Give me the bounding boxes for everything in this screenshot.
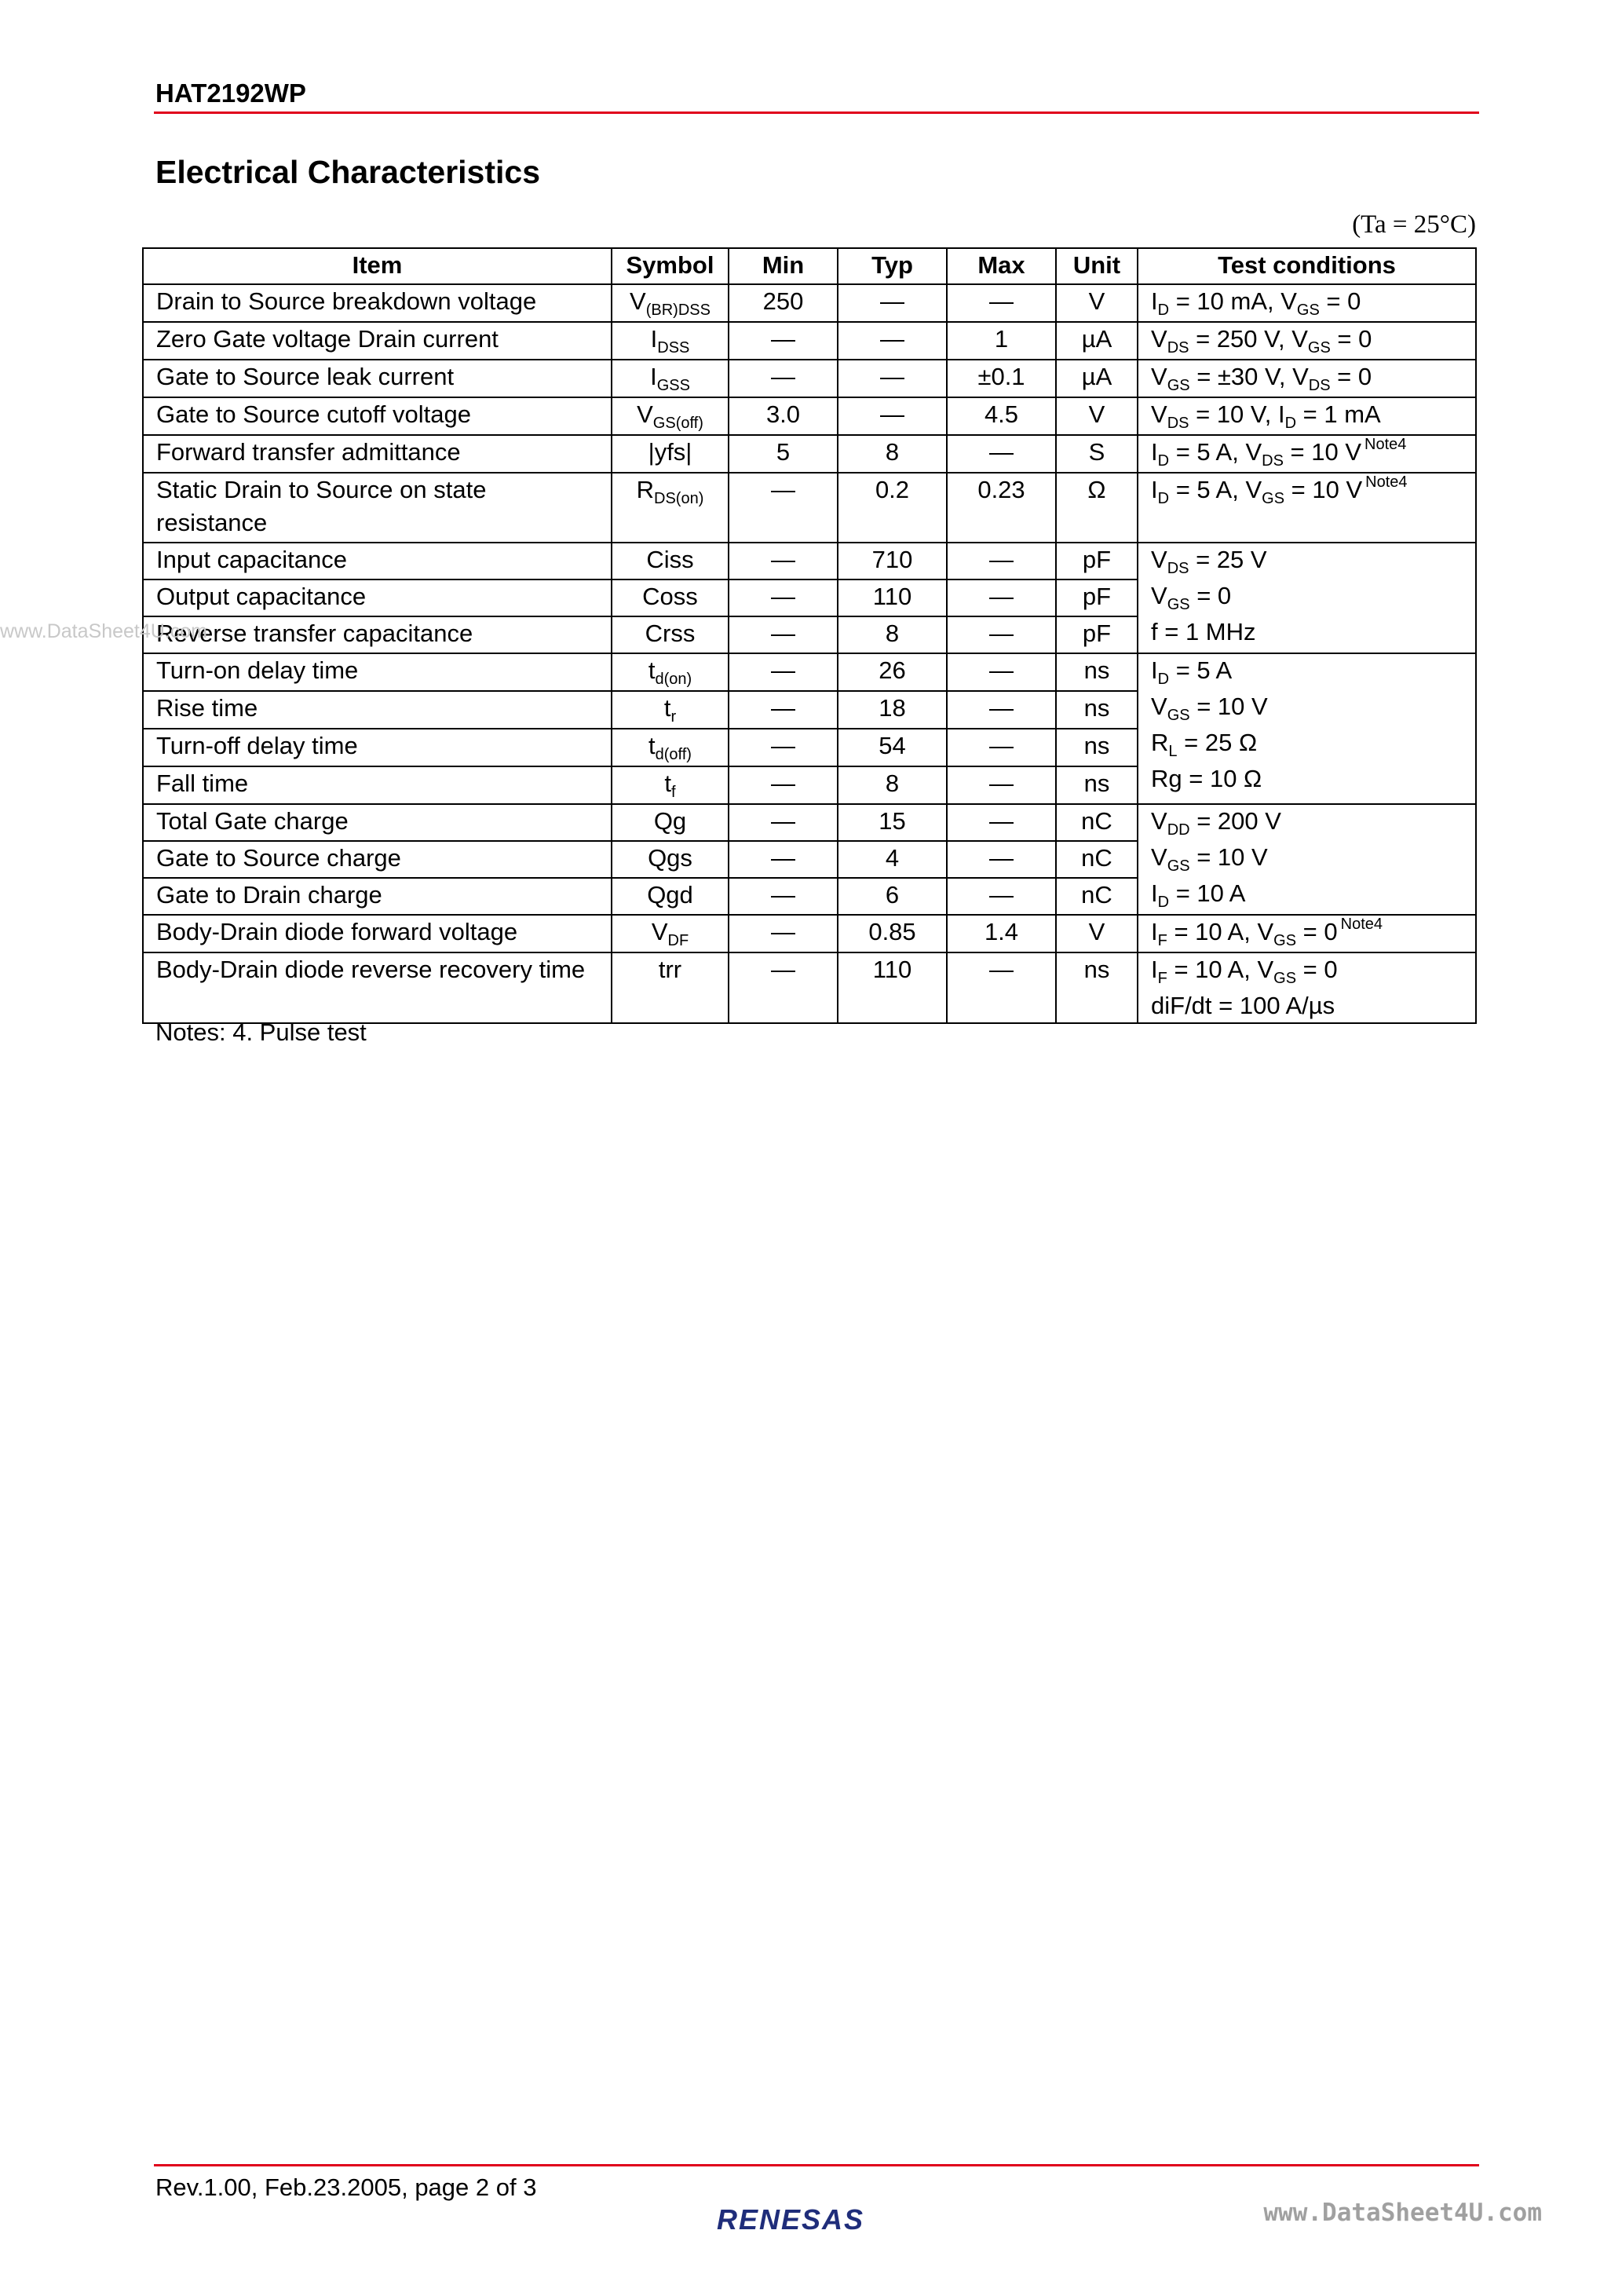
symbol-cell: Crss bbox=[612, 616, 729, 653]
unit-cell: ns bbox=[1056, 729, 1138, 766]
condition-cell: $V_{DS} = 250$ V, $V_{GS} = 0$ bbox=[1138, 322, 1476, 360]
symbol-cell: $V_{(BR)DSS}$ bbox=[612, 284, 729, 322]
footer-rule bbox=[154, 2164, 1479, 2166]
item-cell: Turn-on delay time bbox=[143, 653, 612, 691]
typ-cell: 15 bbox=[838, 804, 947, 841]
symbol-cell: $I_{DSS}$ bbox=[612, 322, 729, 360]
typ-cell: 26 bbox=[838, 653, 947, 691]
unit-cell: nC bbox=[1056, 841, 1138, 878]
unit-cell: V bbox=[1056, 915, 1138, 952]
min-cell: — bbox=[729, 653, 838, 691]
condition-cell: $V_{DS} = 10$ V, $I_D = 1$ mA bbox=[1138, 397, 1476, 435]
unit-cell: pF bbox=[1056, 579, 1138, 616]
typ-cell: — bbox=[838, 397, 947, 435]
symbol-cell: Ciss bbox=[612, 543, 729, 579]
min-cell: — bbox=[729, 878, 838, 915]
symbol-cell: $R_{DS(on)}$ bbox=[612, 473, 729, 543]
symbol-cell: Qgd bbox=[612, 878, 729, 915]
condition-cell: $V_{GS} = \pm 30$ V, $V_{DS} = 0$ bbox=[1138, 360, 1476, 397]
min-cell: — bbox=[729, 616, 838, 653]
max-cell: — bbox=[947, 841, 1056, 878]
section-title: Electrical Characteristics bbox=[155, 154, 540, 190]
header-test-conditions: Test conditions bbox=[1138, 248, 1476, 284]
min-cell: — bbox=[729, 952, 838, 1023]
table-row bbox=[143, 397, 1476, 435]
header-typ: Typ bbox=[838, 248, 947, 284]
header-symbol: Symbol bbox=[612, 248, 729, 284]
unit-cell: µA bbox=[1056, 360, 1138, 397]
symbol-cell: $I_{GSS}$ bbox=[612, 360, 729, 397]
min-cell: 250 bbox=[729, 284, 838, 322]
table-row bbox=[143, 952, 1476, 1023]
unit-cell: nC bbox=[1056, 878, 1138, 915]
item-cell: Turn-off delay time bbox=[143, 729, 612, 766]
min-cell: — bbox=[729, 691, 838, 729]
max-cell: — bbox=[947, 952, 1056, 1023]
min-cell: 5 bbox=[729, 435, 838, 473]
header-rule bbox=[154, 112, 1479, 114]
condition-cell: $I_F = 10$ A, $V_{GS} = 0$ $^{Note4}$ bbox=[1138, 915, 1476, 952]
unit-cell: ns bbox=[1056, 653, 1138, 691]
unit-cell: ns bbox=[1056, 766, 1138, 804]
unit-cell: pF bbox=[1056, 616, 1138, 653]
item-cell: Zero Gate voltage Drain current bbox=[143, 322, 612, 360]
table-header-row bbox=[143, 248, 1476, 284]
table-notes: Notes: 4. Pulse test bbox=[155, 1018, 367, 1046]
typ-cell: 0.2 bbox=[838, 473, 947, 543]
min-cell: — bbox=[729, 473, 838, 543]
min-cell: — bbox=[729, 322, 838, 360]
typ-cell: 4 bbox=[838, 841, 947, 878]
table-row bbox=[143, 360, 1476, 397]
condition-cell: $I_F = 10$ A, $V_{GS} = 0$ diF/dt = 100 A/µs bbox=[1138, 952, 1476, 1023]
note-reference: Note4 bbox=[1340, 916, 1383, 933]
note-reference: Note4 bbox=[1364, 436, 1407, 453]
max-cell: 0.23 bbox=[947, 473, 1056, 543]
table-row bbox=[143, 284, 1476, 322]
symbol-cell: $V_{DF}$ bbox=[612, 915, 729, 952]
unit-cell: ns bbox=[1056, 691, 1138, 729]
item-cell: Fall time bbox=[143, 766, 612, 804]
part-number-header: HAT2192WP bbox=[155, 79, 306, 108]
typ-cell: 110 bbox=[838, 579, 947, 616]
typ-cell: 710 bbox=[838, 543, 947, 579]
renesas-logo: RENESAS bbox=[717, 2203, 865, 2236]
table-row bbox=[143, 543, 1476, 579]
max-cell: — bbox=[947, 435, 1056, 473]
max-cell: — bbox=[947, 284, 1056, 322]
typ-cell: 8 bbox=[838, 766, 947, 804]
ambient-condition-note: (Ta = 25°C) bbox=[1352, 210, 1476, 239]
item-cell: Rise time bbox=[143, 691, 612, 729]
header-item: Item bbox=[143, 248, 612, 284]
symbol-cell: |yfs| bbox=[612, 435, 729, 473]
typ-cell: 8 bbox=[838, 616, 947, 653]
min-cell: — bbox=[729, 360, 838, 397]
symbol-cell: Coss bbox=[612, 579, 729, 616]
max-cell: — bbox=[947, 653, 1056, 691]
table-row bbox=[143, 322, 1476, 360]
symbol-cell: trr bbox=[612, 952, 729, 1023]
min-cell: — bbox=[729, 841, 838, 878]
min-cell: — bbox=[729, 915, 838, 952]
unit-cell: V bbox=[1056, 397, 1138, 435]
item-cell: Forward transfer admittance bbox=[143, 435, 612, 473]
condition-cell: $I_D = 10$ mA, $V_{GS} = 0$ bbox=[1138, 284, 1476, 322]
unit-cell: nC bbox=[1056, 804, 1138, 841]
item-cell: Gate to Drain charge bbox=[143, 878, 612, 915]
header-max: Max bbox=[947, 248, 1056, 284]
max-cell: 1 bbox=[947, 322, 1056, 360]
max-cell: ±0.1 bbox=[947, 360, 1056, 397]
item-cell: Static Drain to Source on state resistance bbox=[143, 473, 612, 543]
symbol-cell: $t_{d(on)}$ bbox=[612, 653, 729, 691]
header-min: Min bbox=[729, 248, 838, 284]
symbol-cell: Qg bbox=[612, 804, 729, 841]
typ-cell: 0.85 bbox=[838, 915, 947, 952]
item-cell: Body-Drain diode forward voltage bbox=[143, 915, 612, 952]
typ-cell: 110 bbox=[838, 952, 947, 1023]
header-unit: Unit bbox=[1056, 248, 1138, 284]
condition-cell-gate-charge: $V_{DD} = 200$ V $V_{GS} = 10$ V $I_D = 10$ A bbox=[1138, 804, 1476, 915]
typ-cell: 6 bbox=[838, 878, 947, 915]
max-cell: — bbox=[947, 766, 1056, 804]
max-cell: — bbox=[947, 543, 1056, 579]
table-row bbox=[143, 473, 1476, 543]
max-cell: 4.5 bbox=[947, 397, 1056, 435]
table-row bbox=[143, 915, 1476, 952]
unit-cell: Ω bbox=[1056, 473, 1138, 543]
condition-cell: $I_D = 5$ A, $V_{GS} = 10$ V $^{Note4}$ bbox=[1138, 473, 1476, 543]
table-row bbox=[143, 435, 1476, 473]
condition-cell-switching: $I_D = 5$ A $V_{GS} = 10$ V $R_L = 25$ Ω Rg = 10 Ω bbox=[1138, 653, 1476, 804]
min-cell: 3.0 bbox=[729, 397, 838, 435]
electrical-characteristics-table bbox=[142, 247, 1477, 1024]
symbol-cell: $t_f$ bbox=[612, 766, 729, 804]
min-cell: — bbox=[729, 579, 838, 616]
table-row bbox=[143, 653, 1476, 691]
unit-cell: V bbox=[1056, 284, 1138, 322]
max-cell: — bbox=[947, 616, 1056, 653]
item-cell: Total Gate charge bbox=[143, 804, 612, 841]
condition-cell: $I_D = 5$ A, $V_{DS} = 10$ V $^{Note4}$ bbox=[1138, 435, 1476, 473]
min-cell: — bbox=[729, 729, 838, 766]
max-cell: — bbox=[947, 729, 1056, 766]
unit-cell: ns bbox=[1056, 952, 1138, 1023]
watermark-right: www.DataSheet4U.com bbox=[1263, 2199, 1542, 2227]
item-cell: Body-Drain diode reverse recovery time bbox=[143, 952, 612, 1023]
item-cell: Output capacitance bbox=[143, 579, 612, 616]
watermark-left: www.DataSheet4U.com bbox=[0, 620, 208, 642]
min-cell: — bbox=[729, 804, 838, 841]
item-cell: Gate to Source charge bbox=[143, 841, 612, 878]
item-cell: Input capacitance bbox=[143, 543, 612, 579]
symbol-cell: Qgs bbox=[612, 841, 729, 878]
min-cell: — bbox=[729, 543, 838, 579]
max-cell: — bbox=[947, 804, 1056, 841]
item-cell: Gate to Source leak current bbox=[143, 360, 612, 397]
max-cell: — bbox=[947, 878, 1056, 915]
max-cell: 1.4 bbox=[947, 915, 1056, 952]
max-cell: — bbox=[947, 691, 1056, 729]
unit-cell: S bbox=[1056, 435, 1138, 473]
symbol-cell: $t_r$ bbox=[612, 691, 729, 729]
item-cell: Reverse transfer capacitance bbox=[143, 616, 612, 653]
table-row bbox=[143, 804, 1476, 841]
max-cell: — bbox=[947, 579, 1056, 616]
typ-cell: 54 bbox=[838, 729, 947, 766]
condition-cell-capacitance: $V_{DS} = 25$ V $V_{GS} = 0$ f = 1 MHz bbox=[1138, 543, 1476, 653]
note-reference: Note4 bbox=[1365, 473, 1408, 491]
typ-cell: — bbox=[838, 284, 947, 322]
typ-cell: — bbox=[838, 360, 947, 397]
min-cell: — bbox=[729, 766, 838, 804]
symbol-cell: $t_{d(off)}$ bbox=[612, 729, 729, 766]
item-cell: Drain to Source breakdown voltage bbox=[143, 284, 612, 322]
typ-cell: 18 bbox=[838, 691, 947, 729]
typ-cell: 8 bbox=[838, 435, 947, 473]
item-cell: Gate to Source cutoff voltage bbox=[143, 397, 612, 435]
typ-cell: — bbox=[838, 322, 947, 360]
footer-revision: Rev.1.00, Feb.23.2005, page 2 of 3 bbox=[155, 2174, 537, 2201]
unit-cell: µA bbox=[1056, 322, 1138, 360]
symbol-cell: $V_{GS(off)}$ bbox=[612, 397, 729, 435]
unit-cell: pF bbox=[1056, 543, 1138, 579]
